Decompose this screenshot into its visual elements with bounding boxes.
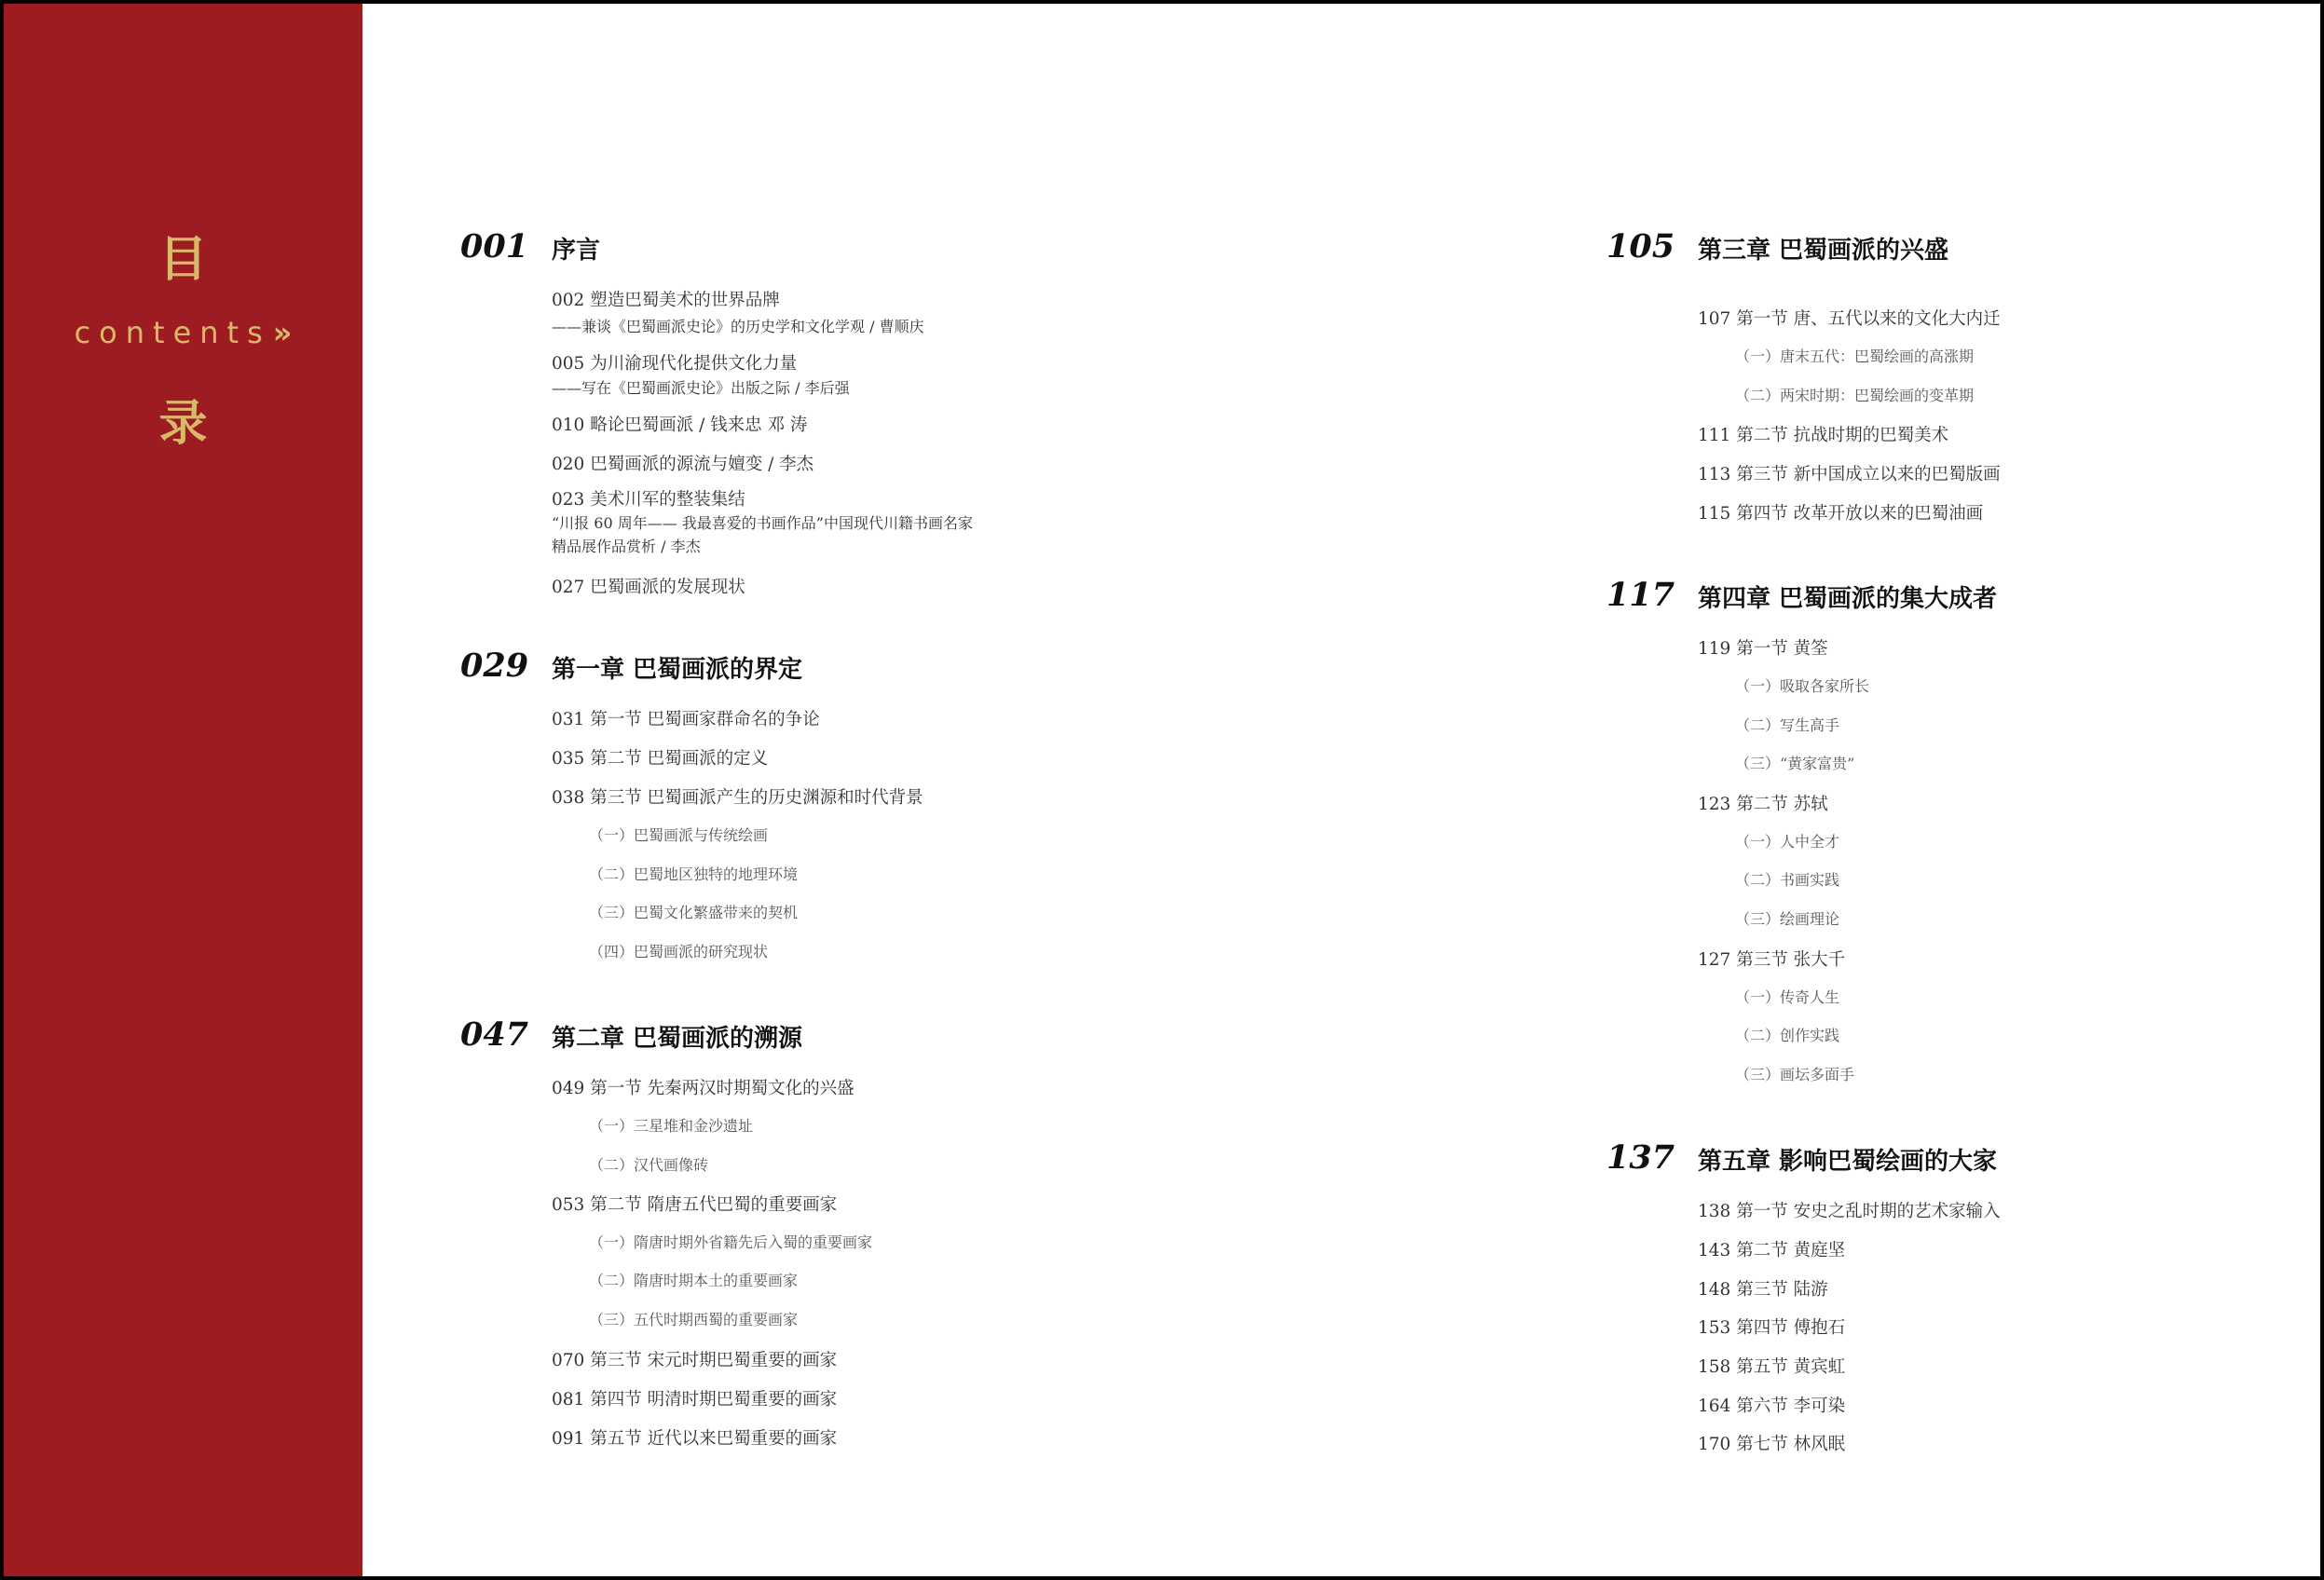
toc-entry[interactable]: 119 第一节 黄筌: [1698, 639, 1828, 659]
toc-entry[interactable]: 138 第一节 安史之乱时期的艺术家输入: [1698, 1202, 2001, 1221]
toc-entry-note: ——写在《巴蜀画派史论》出版之际 / 李后强: [552, 379, 850, 397]
toc-subentry[interactable]: （二）汉代画像砖: [589, 1156, 709, 1174]
toc-entry[interactable]: 023 美术川军的整装集结: [552, 490, 745, 510]
toc-entry[interactable]: 035 第二节 巴蜀画派的定义: [552, 749, 769, 769]
contents-sidebar: [4, 4, 362, 1576]
toc-subentry[interactable]: （二）隋唐时期本土的重要画家: [589, 1272, 799, 1289]
sidebar-char-mu: 目: [158, 231, 208, 288]
toc-entry[interactable]: 127 第三节 张大千: [1698, 950, 1846, 970]
toc-subentry[interactable]: （一）巴蜀画派与传统绘画: [589, 826, 769, 844]
chapter-page-number: 047: [460, 1015, 529, 1054]
toc-subentry[interactable]: （二）两宋时期：巴蜀绘画的变革期: [1735, 387, 1975, 404]
toc-subentry[interactable]: （三）画坛多面手: [1735, 1066, 1855, 1083]
toc-entry[interactable]: 107 第一节 唐、五代以来的文化大内迁: [1698, 309, 2001, 329]
toc-entry-note: ——兼谈《巴蜀画派史论》的历史学和文化学观 / 曹顺庆: [552, 318, 924, 335]
chapter-page-number: 001: [460, 227, 529, 266]
toc-subentry[interactable]: （二）创作实践: [1735, 1027, 1840, 1044]
toc-subentry[interactable]: （三）五代时期西蜀的重要画家: [589, 1311, 799, 1328]
toc-subentry[interactable]: （三）巴蜀文化繁盛带来的契机: [589, 904, 799, 921]
toc-entry[interactable]: 091 第五节 近代以来巴蜀重要的画家: [552, 1429, 838, 1449]
toc-entry[interactable]: 115 第四节 改革开放以来的巴蜀油画: [1698, 504, 1984, 524]
toc-entry[interactable]: 005 为川渝现代化提供文化力量: [552, 354, 798, 374]
toc-entry[interactable]: 081 第四节 明清时期巴蜀重要的画家: [552, 1390, 838, 1410]
contents-label: contents: [74, 315, 271, 350]
sidebar-contents-word: [4, 315, 362, 350]
toc-subentry[interactable]: （一）隋唐时期外省籍先后入蜀的重要画家: [589, 1233, 873, 1251]
toc-entry[interactable]: 111 第二节 抗战时期的巴蜀美术: [1698, 426, 1949, 445]
toc-subentry[interactable]: （一）人中全才: [1735, 833, 1840, 851]
chapter-title: 序言: [552, 237, 601, 265]
chapter-title[interactable]: 第二章 巴蜀画派的溯源: [552, 1025, 803, 1053]
toc-entry-note: 精品展作品赏析 / 李杰: [552, 538, 701, 555]
chapter-page-number: 029: [460, 647, 529, 685]
chapter-page-number: 105: [1606, 227, 1675, 266]
chapter-title[interactable]: 第五章 影响巴蜀绘画的大家: [1698, 1148, 1998, 1176]
toc-subentry[interactable]: （二）书画实践: [1735, 871, 1840, 889]
toc-subentry[interactable]: （四）巴蜀画派的研究现状: [589, 943, 769, 960]
toc-entry[interactable]: 031 第一节 巴蜀画家群命名的争论: [552, 710, 820, 729]
toc-entry-note: “川报 60 周年—— 我最喜爱的书画作品”中国现代川籍书画名家: [552, 514, 973, 532]
toc-entry[interactable]: 170 第七节 林风眠: [1698, 1435, 1846, 1454]
toc-entry[interactable]: 070 第三节 宋元时期巴蜀重要的画家: [552, 1351, 838, 1370]
chapter-title[interactable]: 第三章 巴蜀画派的兴盛: [1698, 237, 1949, 265]
chapter-title[interactable]: 第一章 巴蜀画派的界定: [552, 656, 803, 684]
toc-entry[interactable]: 158 第五节 黄宾虹: [1698, 1357, 1846, 1377]
sidebar-char-lu: 录: [158, 395, 208, 452]
chapter-title[interactable]: 第四章 巴蜀画派的集大成者: [1698, 585, 1998, 613]
chapter-page-number: 117: [1606, 576, 1675, 614]
toc-entry[interactable]: 002 塑造巴蜀美术的世界品牌: [552, 291, 780, 310]
toc-subentry[interactable]: （三）“黄家富贵”: [1735, 755, 1855, 772]
toc-entry[interactable]: 053 第二节 隋唐五代巴蜀的重要画家: [552, 1195, 838, 1215]
toc-subentry[interactable]: （二）写生高手: [1735, 716, 1840, 734]
toc-subentry[interactable]: （一）吸取各家所长: [1735, 677, 1870, 695]
toc-entry[interactable]: 113 第三节 新中国成立以来的巴蜀版画: [1698, 465, 2001, 484]
toc-subentry[interactable]: （一）三星堆和金沙遗址: [589, 1117, 754, 1135]
toc-entry[interactable]: 038 第三节 巴蜀画派产生的历史渊源和时代背景: [552, 788, 923, 808]
toc-entry[interactable]: 123 第二节 苏轼: [1698, 795, 1828, 814]
toc-subentry[interactable]: （一）传奇人生: [1735, 988, 1840, 1006]
toc-entry[interactable]: 143 第二节 黄庭坚: [1698, 1241, 1846, 1260]
toc-entry[interactable]: 164 第六节 李可染: [1698, 1396, 1846, 1416]
toc-entry[interactable]: 049 第一节 先秦两汉时期蜀文化的兴盛: [552, 1079, 854, 1098]
chapter-page-number: 137: [1606, 1138, 1675, 1177]
toc-entry[interactable]: 148 第三节 陆游: [1698, 1280, 1828, 1300]
double-chevron-icon: »: [272, 315, 293, 350]
toc-entry[interactable]: 027 巴蜀画派的发展现状: [552, 578, 745, 597]
toc-subentry[interactable]: （一）唐末五代：巴蜀绘画的高涨期: [1735, 347, 1975, 365]
toc-subentry[interactable]: （二）巴蜀地区独特的地理环境: [589, 865, 799, 883]
toc-entry[interactable]: 020 巴蜀画派的源流与嬗变 / 李杰: [552, 455, 814, 474]
toc-entry[interactable]: 010 略论巴蜀画派 / 钱来忠 邓 涛: [552, 415, 808, 435]
toc-subentry[interactable]: （三）绘画理论: [1735, 910, 1840, 928]
toc-entry[interactable]: 153 第四节 傅抱石: [1698, 1318, 1846, 1338]
